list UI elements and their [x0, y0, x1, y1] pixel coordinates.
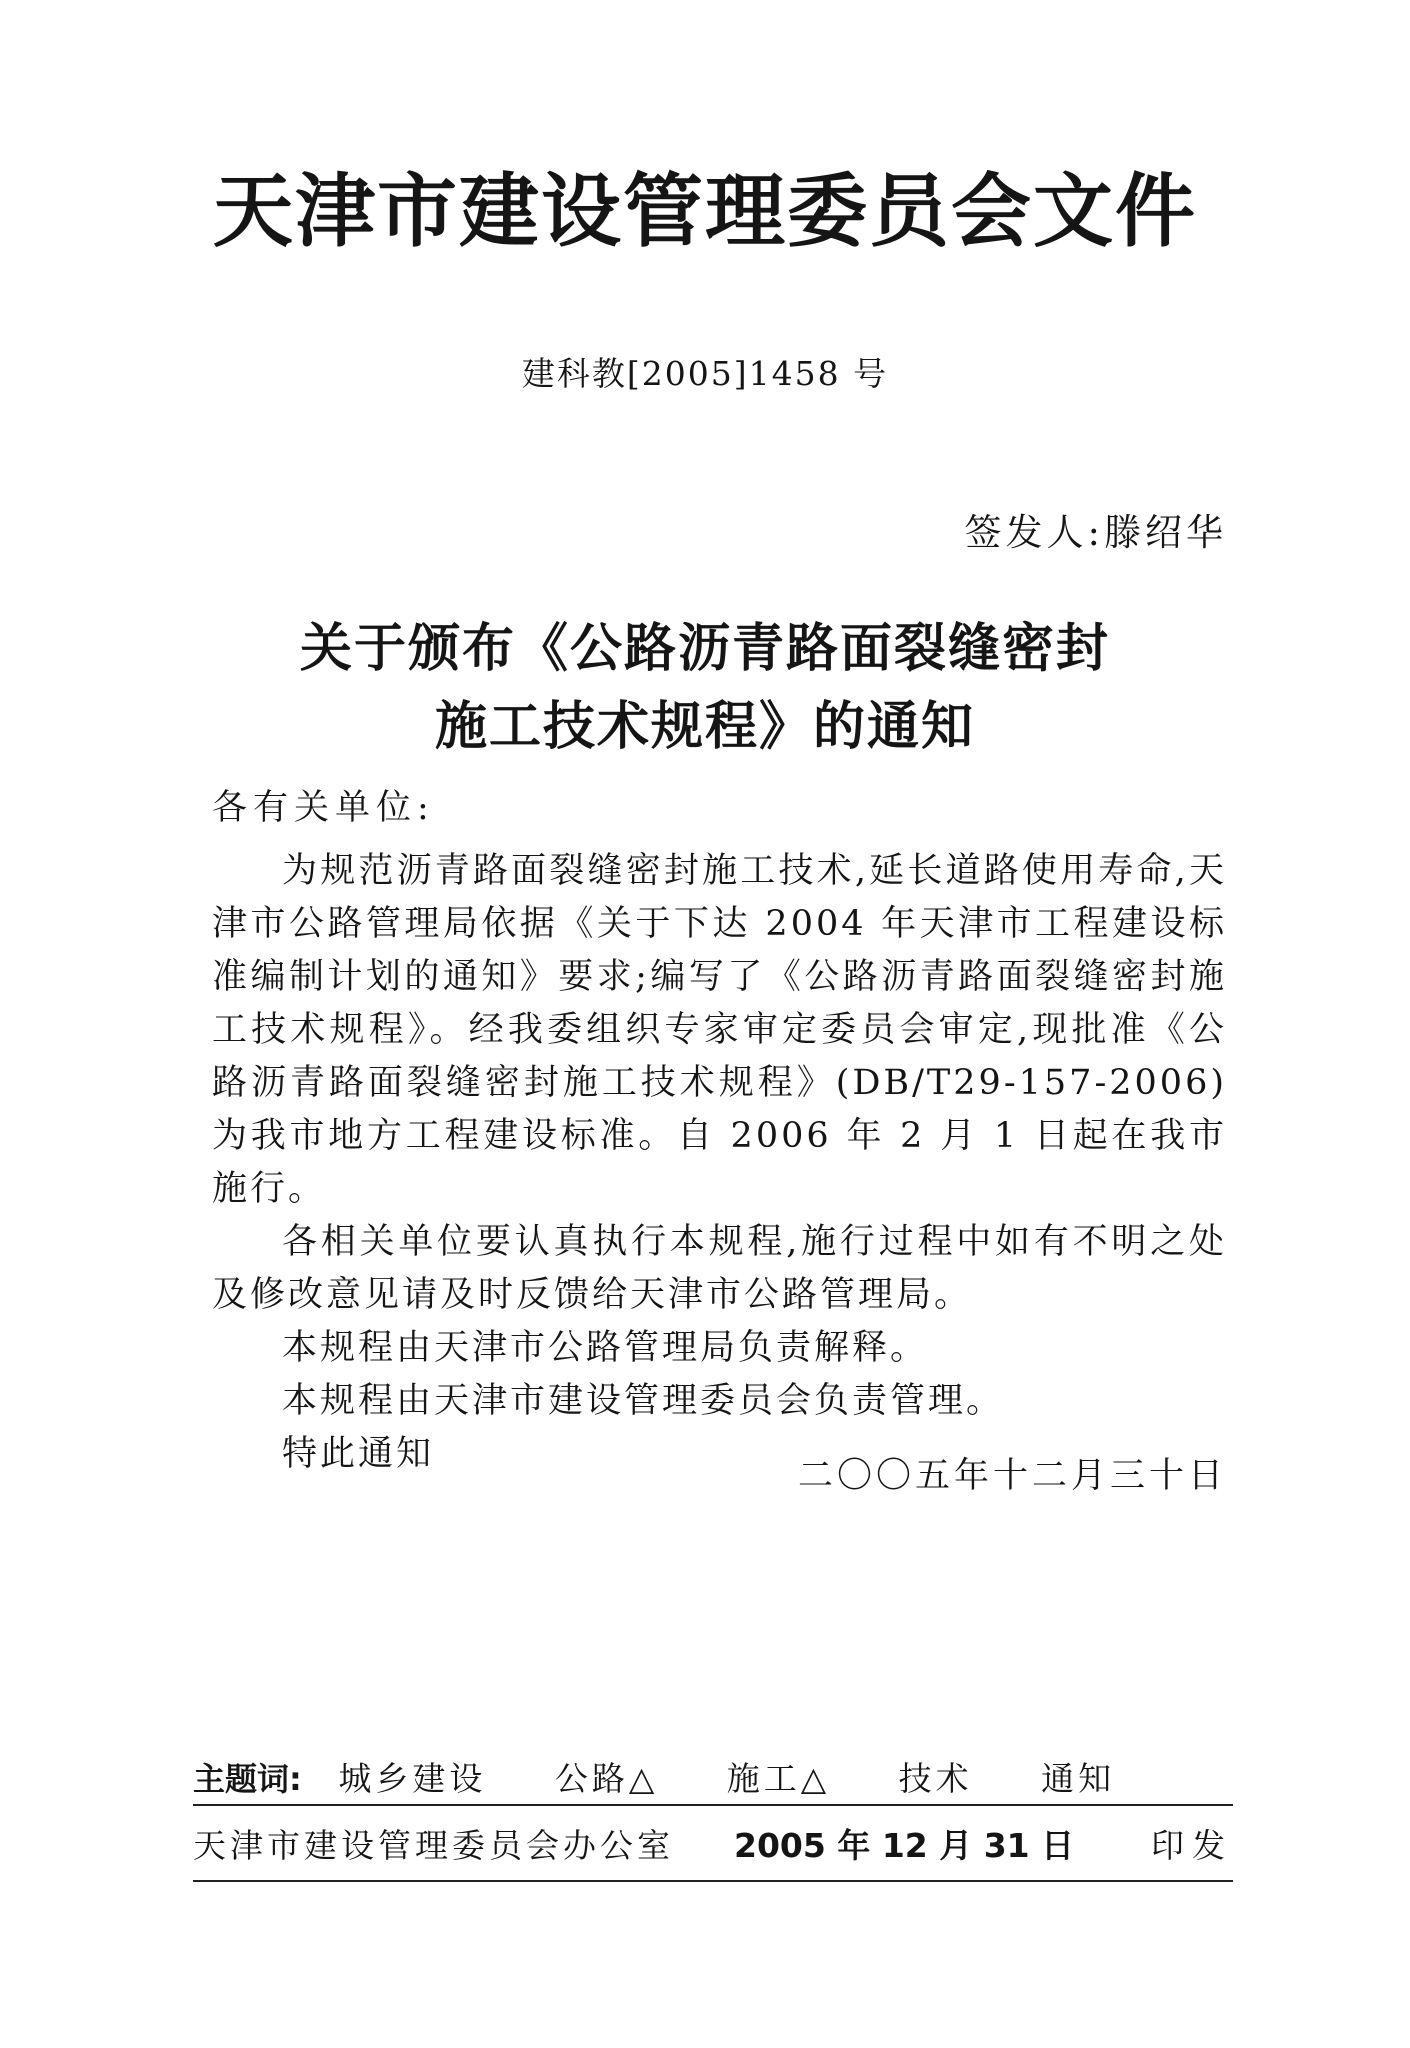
divider-line	[193, 1804, 1233, 1806]
document-number: 建科教[2005]1458 号	[521, 354, 889, 393]
issuer-row	[193, 1808, 1233, 1878]
body-paragraph-5: 特此通知	[282, 1434, 435, 1474]
signer: 签发人:滕绍华	[964, 511, 1227, 554]
body-paragraph-4: 本规程由天津市建设管理委员会负责管理。	[282, 1381, 1005, 1421]
notice-title	[0, 610, 1410, 766]
body-paragraph-3: 本规程由天津市公路管理局负责解释。	[282, 1328, 929, 1368]
keyword: 城乡建设	[338, 1759, 487, 1798]
notice-title-line-1: 关于颁布《公路沥青路面裂缝密封	[299, 619, 1110, 679]
keywords-row	[193, 1753, 1233, 1800]
keyword: 公路△	[554, 1759, 659, 1798]
keywords-label: 主题词:	[193, 1760, 302, 1798]
issued-label: 印发	[1151, 1825, 1233, 1865]
notice-date: 二〇〇五年十二月三十日	[797, 1456, 1227, 1496]
keyword: 施工△	[726, 1759, 831, 1798]
salutation: 各有关单位:	[212, 788, 435, 828]
notice-body	[212, 845, 1227, 1481]
keyword: 技术	[898, 1759, 973, 1798]
issue-date: 2005 年 12 月 31 日	[734, 1825, 1075, 1865]
org-title: 天津市建设管理委员会文件	[213, 165, 1197, 258]
body-paragraph-1: 为规范沥青路面裂缝密封施工技术,延长道路使用寿命,天津市公路管理局依据《关于下达 2004 年天津市工程建设标准编制计划的通知》要求;编写了《公路沥青路面裂缝密封施工技术规程》。经我委组织专家审定委员会审定,现批准《公路沥青路面裂缝密封施工技术规程》(DB/T29-157-2006)为我市地方工程建设标准。自 2006 年 2 月 1 日起在我市施行。	[212, 851, 1227, 1209]
issuing-office: 天津市建设管理委员会办公室	[193, 1825, 674, 1865]
divider-line	[193, 1880, 1233, 1882]
keyword: 通知	[1041, 1759, 1116, 1798]
body-paragraph-2: 各相关单位要认真执行本规程,施行过程中如有不明之处及修改意见请及时反馈给天津市公路管理局。	[212, 1222, 1227, 1315]
notice-title-line-2: 施工技术规程》的通知	[434, 697, 975, 757]
